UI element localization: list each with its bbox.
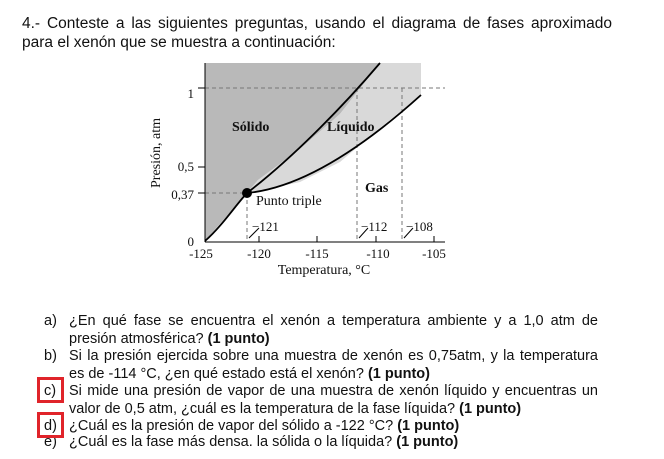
question-c [44,383,598,418]
intro-line-1: 4.- Conteste a las siguientes preguntas, usando el diagrama de fases aproximado [22,15,612,32]
x-tick-label-neg125: -125 [189,246,213,261]
question-e [44,434,598,452]
marker-label-neg108: −108 [406,219,433,234]
question-text: Si la presión ejercida sobre una muestra de xenón es 0,75atm, y la temperatura es de -114 °C, ¿en qué estado está el xenón? [69,348,598,382]
question-points: (1 punto) [396,434,459,450]
highlight-box-d [37,412,64,438]
triple-point-label: Punto triple [256,194,322,209]
question-b [44,348,598,383]
x-tick-label-neg105: -105 [422,246,446,261]
intro-line-2: para el xenón que se muestra a continuación: [22,34,336,51]
liquid-region-label: Líquido [327,120,375,135]
y-tick-label-0.37: 0,37 [171,187,194,202]
question-d [44,418,598,436]
solid-region-label: Sólido [232,120,270,135]
question-a [44,313,598,348]
solid-region [205,63,380,241]
y-tick-label-1: 1 [187,86,194,101]
question-text: ¿En qué fase se encuentra el xenón a temperatura ambiente y a 1,0 atm de presión atmosférica? [69,313,598,347]
marker-label-neg121: −121 [252,219,279,234]
triple-point-marker [242,188,252,198]
x-tick-label-neg115: -115 [305,246,329,261]
y-axis-label: Presión, atm [149,118,164,188]
question-points: (1 punto) [207,330,270,347]
question-text: ¿Cuál es la presión de vapor del sólido a -122 °C? [69,418,394,434]
highlight-box-c [37,377,64,403]
question-points: (1 punto) [397,418,460,434]
question-letter: e) [44,434,57,450]
question-text: ¿Cuál es la fase más densa. la sólida o la líquida? [69,434,393,450]
x-tick-label-neg120: -120 [247,246,271,261]
gas-region-label: Gas [365,181,389,196]
question-points: (1 punto) [367,365,430,382]
question-text: Si mide una presión de vapor de una muestra de xenón líquido y encuentras un valor de 0,5 atm, ¿cuál es la temperatura de la fase líquida? [69,383,598,417]
question-letter: b) [44,348,57,364]
marker-label-neg112: −112 [361,219,388,234]
question-points: (1 punto) [459,400,522,417]
y-tick-label-0: 0 [187,234,194,249]
x-axis-label: Temperatura, °C [277,263,371,278]
x-tick-label-neg110: -110 [366,246,390,261]
question-letter: d) [44,418,57,434]
question-letter: a) [44,313,57,329]
question-letter: c) [44,383,57,399]
y-tick-label-0.5: 0,5 [177,159,194,174]
